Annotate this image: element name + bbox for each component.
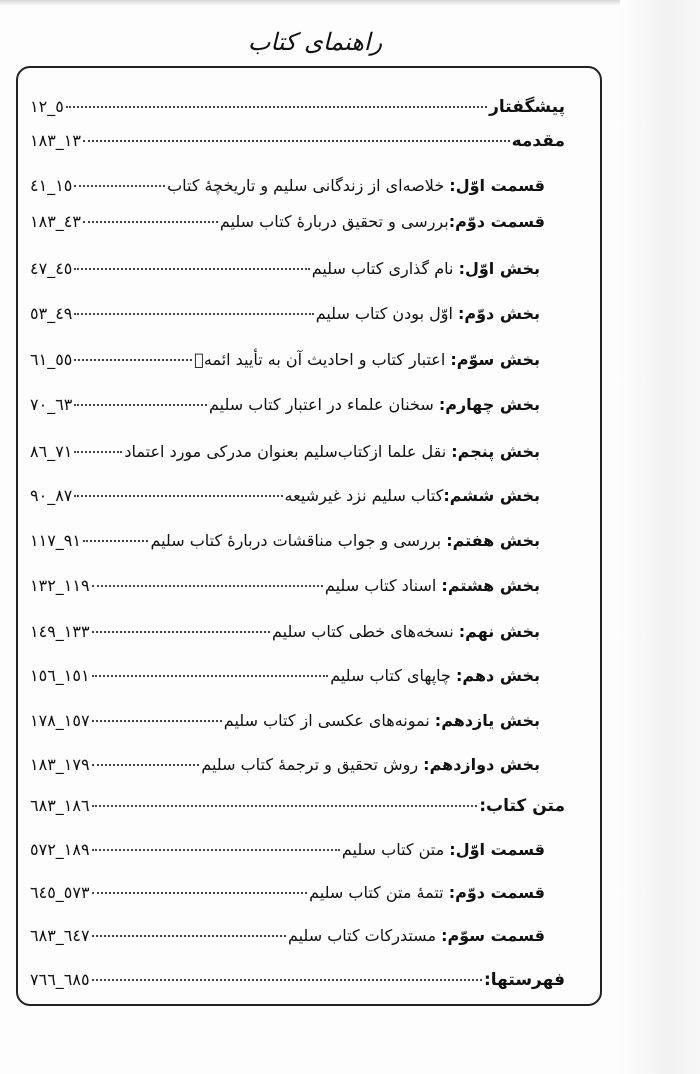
entry-label: بخش دوّم: bbox=[457, 304, 540, 323]
toc-entry[interactable] bbox=[30, 440, 540, 464]
entry-label: بخش چهارم: bbox=[438, 395, 540, 414]
dot-leader bbox=[92, 849, 340, 851]
entry-title bbox=[194, 348, 540, 372]
entry-label: قسمت دوّم: bbox=[448, 212, 545, 231]
entry-text: نسخه‌های خطی کتاب سلیم bbox=[272, 622, 459, 641]
toc-entry[interactable] bbox=[30, 129, 565, 153]
dot-leader bbox=[92, 892, 308, 894]
entry-title bbox=[309, 881, 545, 905]
entry-title bbox=[342, 838, 545, 862]
toc-entry[interactable] bbox=[30, 620, 540, 644]
entry-label: پیشگفتار bbox=[489, 97, 565, 117]
page-range: ١٣_١٨٣ bbox=[30, 131, 81, 150]
entry-label: قسمت سوّم: bbox=[441, 926, 545, 945]
page-range: ٥٥_٦١ bbox=[30, 350, 73, 369]
entry-label: قسمت اوّل: bbox=[449, 176, 545, 195]
page-range: ١٨٩_٥٧٢ bbox=[30, 840, 90, 859]
page-range: ١٧٩_١٨٣ bbox=[30, 755, 90, 774]
entry-title bbox=[312, 257, 540, 281]
entry-title bbox=[201, 753, 540, 777]
page-range: ٨٧_٩٠ bbox=[30, 486, 73, 505]
dot-leader bbox=[74, 268, 309, 270]
entry-title bbox=[285, 484, 540, 508]
page-range: ٥_١٢ bbox=[30, 97, 64, 116]
entry-title bbox=[316, 302, 540, 326]
entry-text: بررسی و جواب مناقشات دربارهٔ کتاب سلیم bbox=[150, 531, 447, 550]
dot-leader bbox=[74, 495, 282, 497]
entry-title bbox=[484, 968, 565, 992]
toc-entry[interactable] bbox=[30, 210, 545, 234]
dot-leader bbox=[92, 675, 329, 677]
dot-leader bbox=[74, 185, 165, 187]
entry-text: نقل علما ازکتاب‌سلیم بعنوان مدرکی مورد اعتماد bbox=[124, 442, 452, 461]
entry-text: نام گذاری کتاب سلیم bbox=[311, 259, 459, 278]
entry-text: سخنان علماء در اعتبار کتاب سلیم bbox=[208, 395, 439, 414]
dot-leader bbox=[92, 805, 478, 807]
toc-entry[interactable] bbox=[30, 574, 540, 598]
dot-leader bbox=[92, 631, 270, 633]
page-range: ٤٣_١٨٣ bbox=[30, 212, 81, 231]
entry-text: مستدرکات کتاب سلیم bbox=[287, 926, 442, 945]
dot-leader bbox=[92, 935, 286, 937]
dot-leader bbox=[83, 540, 148, 542]
entry-label: قسمت اوّل: bbox=[449, 840, 545, 859]
toc-entry[interactable] bbox=[30, 838, 545, 862]
entry-label: بخش نهم: bbox=[458, 622, 540, 641]
entry-label: بخش سوّم: bbox=[450, 350, 540, 369]
entry-title bbox=[288, 924, 545, 948]
dot-leader bbox=[92, 979, 482, 981]
entry-text: تتمهٔ متن کتاب سلیم bbox=[309, 883, 449, 902]
toc-entry[interactable] bbox=[30, 664, 540, 688]
page-range: ١١٩_١٣٢ bbox=[30, 576, 90, 595]
toc-entry[interactable] bbox=[30, 753, 540, 777]
page-range: ١٥٧_١٧٨ bbox=[30, 711, 90, 730]
dot-leader bbox=[83, 140, 510, 142]
entry-text: اعتبار کتاب و احادیث آن به تأیید ائمهؑ bbox=[194, 350, 451, 369]
toc-entry[interactable] bbox=[30, 95, 565, 119]
entry-title bbox=[325, 574, 540, 598]
toc-entry[interactable] bbox=[30, 393, 540, 417]
page-range: ٦٣_٧٠ bbox=[30, 395, 73, 414]
dot-leader bbox=[92, 720, 222, 722]
entry-title bbox=[272, 620, 540, 644]
entry-text: اسناد کتاب سلیم bbox=[324, 576, 442, 595]
toc-entry[interactable] bbox=[30, 174, 545, 198]
toc-entry[interactable] bbox=[30, 257, 540, 281]
page-range: ١٥_٤١ bbox=[30, 176, 73, 195]
entry-title bbox=[330, 664, 540, 688]
dot-leader bbox=[83, 221, 218, 223]
entry-title bbox=[479, 794, 565, 818]
entry-text: نمونه‌های عکسی از کتاب سلیم bbox=[223, 711, 435, 730]
page-range: ٦٤٧_٦٨٣ bbox=[30, 926, 90, 945]
entry-label: بخش دوازدهم: bbox=[423, 755, 540, 774]
entry-label: بخش هشتم: bbox=[441, 576, 540, 595]
entry-text: اوّل بودن کتاب سلیم bbox=[315, 304, 458, 323]
page-range: ٤٩_٥٣ bbox=[30, 304, 73, 323]
entry-title bbox=[209, 393, 540, 417]
entry-text: چاپهای کتاب سلیم bbox=[330, 666, 457, 685]
entry-label: فهرستها: bbox=[484, 970, 565, 990]
entry-label: بخش ششم: bbox=[443, 486, 540, 505]
toc-entry[interactable] bbox=[30, 794, 565, 818]
toc-entry[interactable] bbox=[30, 484, 540, 508]
entry-text: کتاب سلیم نزد غیرشیعه bbox=[284, 486, 444, 505]
toc-entry[interactable] bbox=[30, 924, 545, 948]
dot-leader bbox=[74, 404, 207, 406]
entry-title bbox=[512, 129, 565, 153]
entry-title bbox=[224, 709, 540, 733]
scan-edge-top bbox=[0, 0, 700, 6]
page-range: ١٥١_١٥٦ bbox=[30, 666, 90, 685]
toc-entry[interactable] bbox=[30, 302, 540, 326]
dot-leader bbox=[92, 764, 200, 766]
entry-title bbox=[124, 440, 540, 464]
dot-leader bbox=[74, 313, 313, 315]
entry-label: بخش یازدهم: bbox=[434, 711, 540, 730]
dot-leader bbox=[74, 451, 122, 453]
entry-title bbox=[489, 95, 565, 119]
entry-text: متن کتاب سلیم bbox=[341, 840, 450, 859]
page-title: راهنمای کتاب bbox=[247, 28, 383, 56]
toc-entry[interactable] bbox=[30, 709, 540, 733]
entry-text: خلاصه‌ای از زندگانی سلیم و تاریخچهٔ کتاب bbox=[167, 176, 450, 195]
page-range: ٤٥_٤٧ bbox=[30, 259, 73, 278]
entry-label: بخش دهم: bbox=[456, 666, 540, 685]
toc-entry[interactable] bbox=[30, 881, 545, 905]
dot-leader bbox=[92, 585, 323, 587]
page-range: ٩١_١١٧ bbox=[30, 531, 81, 550]
entry-label: مقدمه bbox=[511, 131, 565, 151]
page-range: ٦٨٥_٧٦٦ bbox=[30, 970, 90, 989]
entry-label: قسمت دوّم: bbox=[448, 883, 545, 902]
page-range: ١٨٦_٦٨٣ bbox=[30, 796, 90, 815]
toc-entry[interactable] bbox=[30, 529, 540, 553]
entry-label: بخش پنجم: bbox=[451, 442, 540, 461]
scan-edge-right bbox=[620, 0, 700, 1074]
entry-text: بررسی و تحقیق دربارهٔ کتاب سلیم bbox=[219, 212, 449, 231]
entry-label: بخش هفتم: bbox=[446, 531, 540, 550]
entry-title bbox=[167, 174, 545, 198]
entry-text: روش تحقیق و ترجمهٔ کتاب سلیم bbox=[201, 755, 424, 774]
page-range: ١٣٣_١٤٩ bbox=[30, 622, 90, 641]
toc-header bbox=[230, 22, 400, 62]
toc-entry[interactable] bbox=[30, 968, 565, 992]
page-range: ٥٧٣_٦٤٥ bbox=[30, 883, 90, 902]
page-range: ٧١_٨٦ bbox=[30, 442, 73, 461]
dot-leader bbox=[66, 106, 487, 108]
entry-label: بخش اوّل: bbox=[458, 259, 540, 278]
entry-title bbox=[220, 210, 545, 234]
toc-entry[interactable] bbox=[30, 348, 540, 372]
dot-leader bbox=[74, 359, 192, 361]
entry-label: متن کتاب: bbox=[479, 796, 565, 816]
entry-title bbox=[150, 529, 540, 553]
